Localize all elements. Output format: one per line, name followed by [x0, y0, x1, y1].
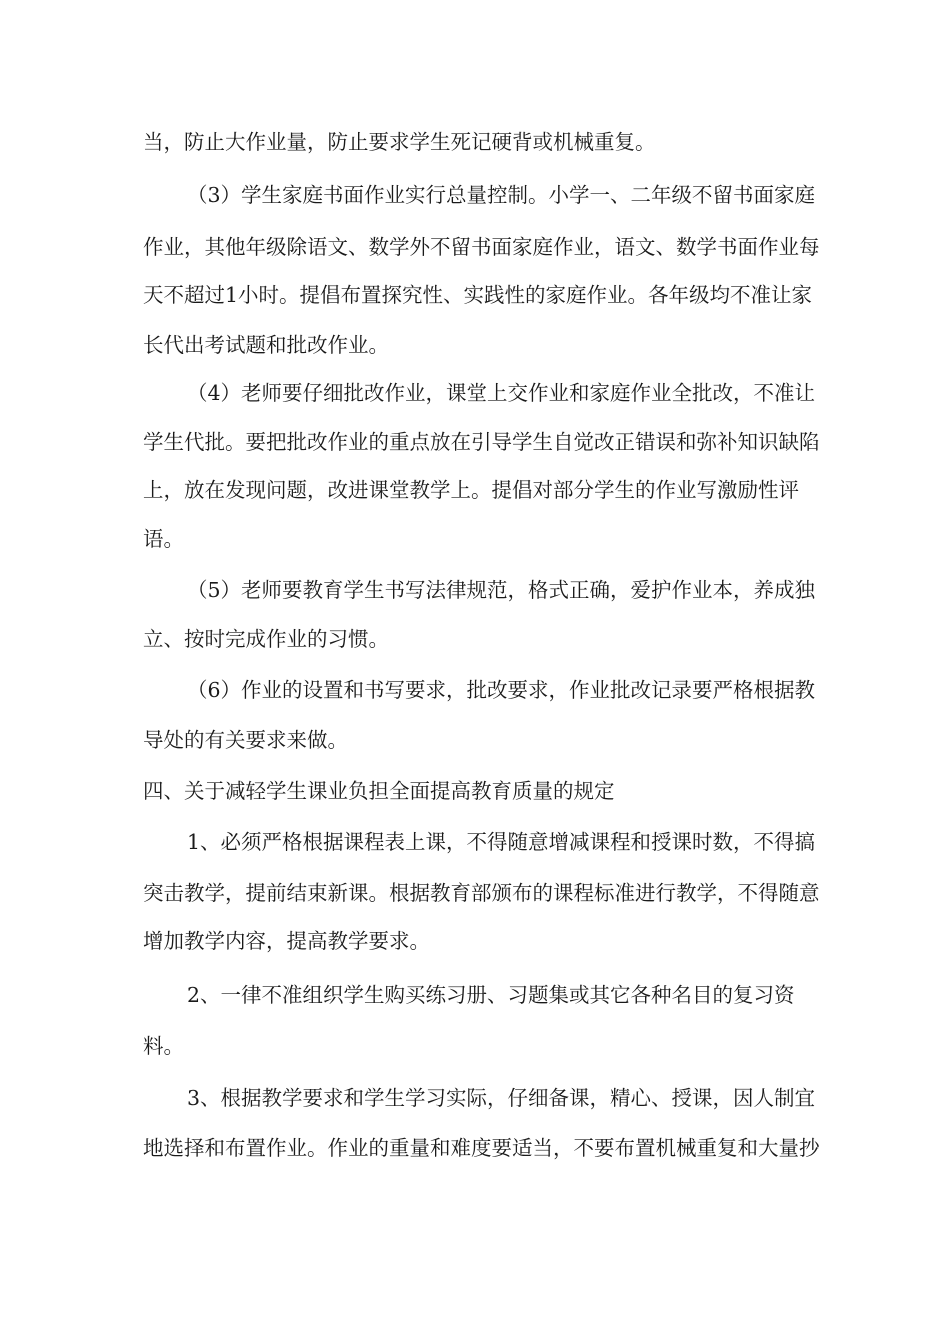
text-line: （3）学生家庭书面作业实行总量控制。小学一、二年级不留书面家庭 — [187, 183, 816, 207]
text-line: 天不超过1小时。提倡布置探究性、实践性的家庭作业。各年级均不准让家 — [143, 283, 813, 307]
text-line: 语。 — [143, 527, 184, 551]
text-line: 导处的有关要求来做。 — [143, 728, 348, 752]
text-line: 地选择和布置作业。作业的重量和难度要适当，不要布置机械重复和大量抄 — [143, 1136, 820, 1160]
text-line: 料。 — [143, 1034, 184, 1058]
text-line: （6）作业的设置和书写要求，批改要求，作业批改记录要严格根据教 — [187, 678, 816, 702]
text-line: 当，防止大作业量，防止要求学生死记硬背或机械重复。 — [143, 130, 656, 154]
text-line: （5）老师要教育学生书写法律规范，格式正确，爱护作业本，养成独 — [187, 578, 816, 602]
text-line: 学生代批。要把批改作业的重点放在引导学生自觉改正错误和弥补知识缺陷 — [143, 430, 820, 454]
text-line: 上，放在发现问题，改进课堂教学上。提倡对部分学生的作业写激励性评 — [143, 478, 799, 502]
text-line: 2、一律不准组织学生购买练习册、习题集或其它各种名目的复习资 — [187, 983, 795, 1007]
text-line: 长代出考试题和批改作业。 — [143, 333, 389, 357]
text-line: 突击教学，提前结束新课。根据教育部颁布的课程标准进行教学，不得随意 — [143, 881, 820, 905]
text-line: 立、按时完成作业的习惯。 — [143, 627, 389, 651]
text-line: 作业，其他年级除语文、数学外不留书面家庭作业，语文、数学书面作业每 — [143, 235, 820, 259]
text-line: （4）老师要仔细批改作业，课堂上交作业和家庭作业全批改，不准让 — [187, 381, 816, 405]
text-line: 增加教学内容，提高教学要求。 — [143, 929, 430, 953]
section-heading: 四、关于减轻学生课业负担全面提高教育质量的规定 — [143, 779, 615, 803]
text-line: 1、必须严格根据课程表上课，不得随意增减课程和授课时数，不得搞 — [187, 830, 816, 854]
text-line: 3、根据教学要求和学生学习实际，仔细备课，精心、授课，因人制宜 — [187, 1086, 816, 1110]
